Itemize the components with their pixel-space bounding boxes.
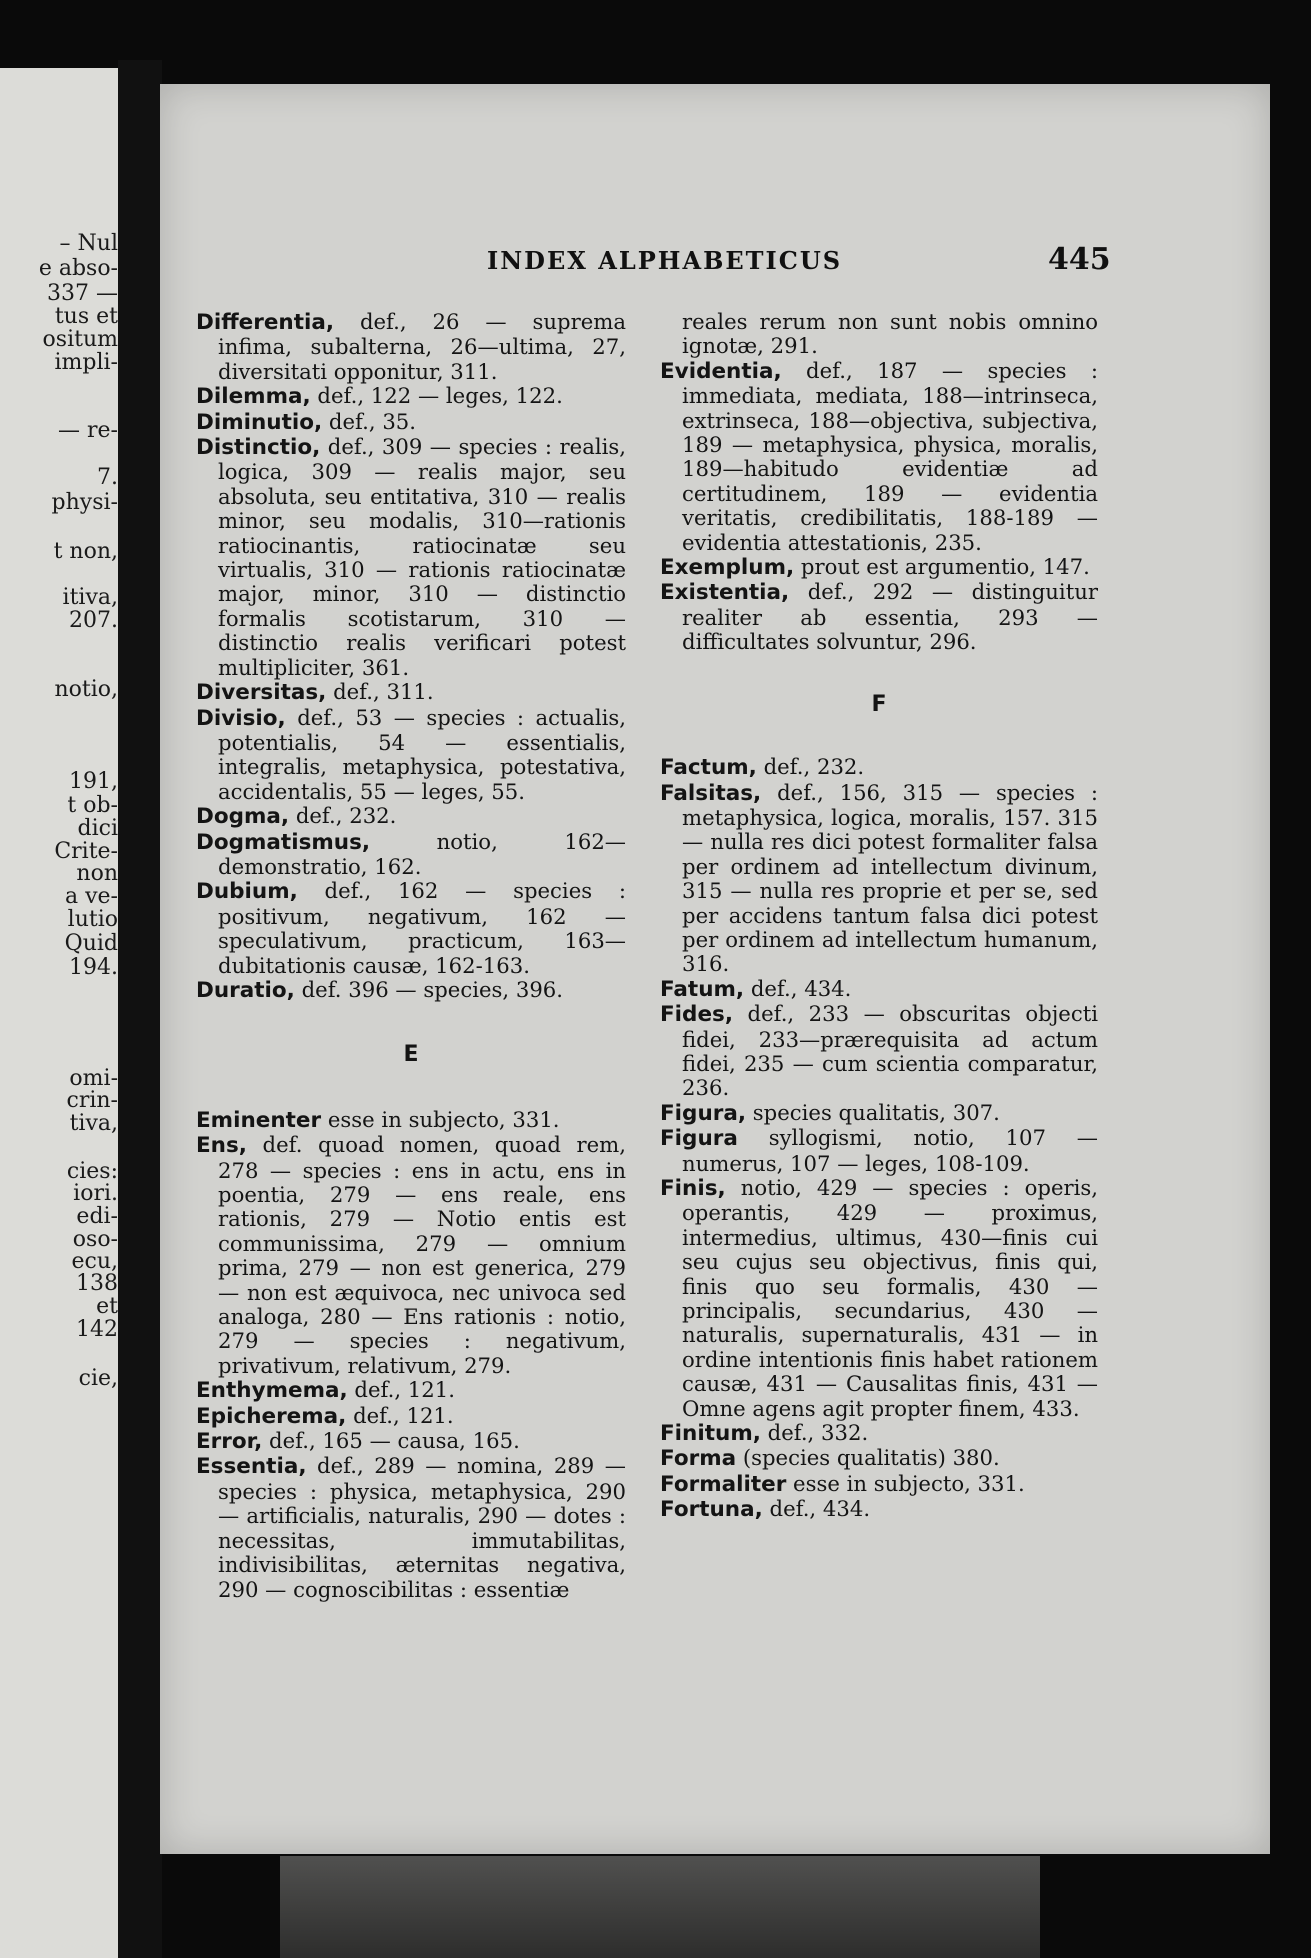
index-entry [196,1404,626,1429]
facing-page-text-fragment: cies: [66,1159,118,1184]
page-number: 445 [1048,242,1111,277]
index-entry [196,1108,626,1133]
index-headword: Fortuna, [660,1497,763,1523]
index-references: def., 292 — distinguitur realiter ab essentia, 293 — difficultates solvuntur, 296. [682,579,1098,655]
index-headword: Diversitas, [196,680,327,706]
index-entry [660,1421,1098,1446]
index-headword: Divisio, [196,705,286,731]
index-headword: Essentia, [196,1454,307,1480]
index-references: species qualitatis, 307. [746,1099,1000,1125]
index-entry [660,977,1098,1002]
index-headword: Dogmatismus, [196,829,371,855]
index-headword: Formaliter [660,1471,787,1497]
index-headword: Exemplum, [660,555,795,581]
index-headword: Dilemma, [196,384,311,410]
facing-page-text-fragment: 207. [69,608,118,633]
index-headword: Differentia, [196,310,335,335]
facing-page-text-fragment: 194. [69,955,118,980]
index-references: def., 332. [760,1420,869,1446]
index-references: notio, 429 — species : operis, operantis, 429 — proximus, intermedius, ultimus, 430—finis cui seu cujus seu objectivus, finis qui, finis quo seu formalis, 430 — principalis, secundarius, 430 — naturalis, supernaturalis, 431 — in ordine intentionis finis habet rationem causæ, 431 — Causalitas finis, 431 — Omne agens agit propter finem, 433. [682,1175,1098,1421]
index-references: def., 26 — suprema infima, subalterna, 26—ultima, 27, diversitati opponitur, 311. [218,309,626,384]
index-headword: Enthymema, [196,1378,348,1404]
facing-page-text-fragment: edi- [76,1204,118,1229]
index-references: def., 434. [744,975,852,1001]
running-title: INDEX ALPHABETICUS [487,246,843,275]
index-headword: Dogma, [196,804,290,830]
index-references: def., 121. [347,1377,455,1403]
facing-page-text-fragment: physi- [51,490,118,515]
index-references: syllogismi, notio, 107 — numerus, 107 — leges, 108-109. [682,1125,1098,1176]
index-headword: Fatum, [660,976,745,1002]
index-entry [660,580,1098,654]
index-references: notio, 162—demonstratio, 162. [218,828,626,879]
index-entry [196,435,626,680]
index-entry [660,1176,1098,1421]
index-entry [196,978,626,1003]
facing-page-text-fragment: lutio [67,907,118,932]
index-headword: Forma [660,1446,737,1472]
index-entry [196,804,626,829]
index-references: prout est argumentio, 147. [794,554,1090,580]
index-headword: Epicherema, [196,1403,347,1429]
facing-page-text-fragment: — re- [58,418,118,443]
index-references: def., 311. [326,679,434,705]
facing-page-text-fragment: t non, [53,539,118,564]
index-headword: Error, [196,1429,263,1455]
index-references: def., 232. [289,803,397,829]
facing-page-text-fragment: ositum [42,327,118,352]
index-entry [660,310,1098,359]
index-references: def. quoad nomen, quoad rem, 278 — species : ens in actu, ens in poentia, 279 — ens reale, ens rationis, 279 — Notio entis est communissima, 279 — omnium prima, 279 — non est generica, 279 — non est æquivoca, nec univoca sed analoga, 280 — Ens rationis : notio, 279 — species : negativum, privativum, relativum, 279. [218,1132,626,1378]
facing-page-text-fragment: ecu, [71,1249,118,1274]
facing-page-text-fragment: dici [77,816,118,841]
facing-page-text-fragment: a ve- [65,884,118,909]
facing-page-text-fragment: notio, [54,677,118,702]
facing-page-text-fragment: iori. [73,1181,118,1206]
index-references: def., 121. [346,1402,454,1428]
index-headword: Duratio, [196,977,295,1003]
index-references: def., 309 — species : realis, logica, 309 — realis major, seu absoluta, seu entitativa, 310 — realis minor, seu modalis, 310—rationis ratiocinantis, ratiocinatæ seu virtualis, 310 — rationis ratiocinatæ major, minor, 310 — distinctio formalis scotistarum, 310 — distinctio realis verificari potest multipliciter, 361. [218,434,626,680]
index-entry [660,755,1098,780]
facing-page-text-fragment: non [76,861,118,886]
index-entry [196,1454,626,1601]
index-headword: Figura, [660,1100,747,1126]
facing-page-edge [0,68,118,1958]
section-letter: E [403,1042,419,1068]
index-references: def., 122 — leges, 122. [310,383,563,409]
index-references: def., 53 — species : actualis, potentialis, 54 — essentialis, integralis, metaphysica, potestativa, accidentalis, 55 — leges, 55. [218,704,626,804]
facing-page-text-fragment: 7. [97,465,118,490]
facing-page-text-fragment: 191, [69,769,118,794]
index-headword: Fides, [660,1002,733,1028]
facing-page-text-fragment: itiva, [62,585,118,610]
index-references: def., 233 — obscuritas objecti fidei, 233—prærequisita ad actum fidei, 235 — cum scientia comparatur, 236. [682,1001,1098,1101]
facing-page-text-fragment: tiva, [69,1111,118,1136]
index-column-left [196,310,626,1602]
index-references: def., 187 — species : immediata, mediata, 188—intrinseca, extrinseca, 188—objectiva, subjectiva, 189 — metaphysica, physica, moralis, 189—habitudo evidentiæ ad certitudinem, 189 — evidentia veritatis, credibilitatis, 188-189 — evidentia attestationis, 235. [682,357,1098,555]
index-headword: Falsitas, [660,780,762,806]
facing-page-text-fragment: t ob- [67,793,118,818]
index-entry [660,1497,1098,1522]
index-references: def., 156, 315 — species : metaphysica, logica, moralis, 157. 315 — nulla res dici potest formaliter falsa per ordinem ad intellectum divinum, 315 — nulla res proprie et per se, sed per accidens tantum falsa dici potest per ordinem ad intellectum humanum, 316. [682,779,1098,977]
index-headword: Evidentia, [660,358,782,384]
index-entry [660,555,1098,580]
index-headword: Dubium, [196,879,298,905]
index-references: (species qualitatis) 380. [736,1445,1000,1471]
index-headword: Figura [660,1126,738,1152]
facing-page-text-fragment: Quid [64,931,118,956]
index-headword: Factum, [660,755,757,781]
facing-page-text-fragment: 138 [76,1271,118,1296]
index-entry [196,830,626,880]
index-headword: Finitum, [660,1421,761,1447]
facing-page-text-fragment: impli- [54,350,118,375]
facing-page-text-fragment: 142 [76,1317,118,1342]
index-references: def., 232. [756,754,865,780]
index-references: esse in subjecto, 331. [786,1470,1025,1496]
index-entry [660,1002,1098,1101]
index-entry [660,359,1098,555]
facing-page-text-fragment: crin- [66,1088,118,1113]
facing-page-text-fragment: – Nul [59,231,118,256]
index-references: esse in subjecto, 331. [321,1106,560,1132]
facing-page-text-fragment: 337 — [47,281,118,306]
section-letter: F [871,691,887,717]
index-references: def., 165 — causa, 165. [262,1428,520,1454]
index-entry [196,879,626,978]
book-gutter [118,60,162,1958]
index-entry [196,384,626,409]
facing-page-text-fragment: e abso- [38,256,118,281]
index-headword: Existentia, [660,580,790,606]
index-entry [660,1472,1098,1497]
facing-page-text-fragment: et [96,1294,118,1319]
index-entry [660,1126,1098,1176]
index-entry [196,1133,626,1378]
index-entry [196,706,626,805]
index-entry [196,680,626,705]
facing-page-text-fragment: Crite- [54,839,118,864]
index-entry [660,1446,1098,1471]
index-headword: Distinctio, [196,435,321,461]
index-references: def., 289 — nomina, 289 — species : physica, metaphysica, 290 — artificialis, naturalis, 290 — dotes : necessitas, immutabilitas, indivisibilitas, æternitas negativa, 290 — cognoscibilitas : essentiæ [218,1453,626,1602]
index-references: def. 396 — species, 396. [294,976,564,1002]
index-entry [196,1429,626,1454]
index-headword: Eminenter [196,1107,322,1133]
index-entry [196,1378,626,1403]
index-entry [196,310,626,384]
index-headword: Diminutio, [196,409,323,435]
index-column-right [660,310,1098,1523]
facing-page-text-fragment: tus et [54,304,118,329]
index-references: reales rerum non sunt nobis omnino ignotæ, 291. [682,309,1098,359]
facing-page-text-fragment: oso- [72,1227,118,1252]
scan-bottom-shadow [280,1856,1040,1958]
index-headword: Ens, [196,1133,247,1159]
index-entry [660,1101,1098,1126]
index-headword: Finis, [660,1176,726,1201]
index-references: def., 434. [762,1496,871,1522]
facing-page-text-fragment: cie, [78,1366,118,1391]
index-entry [660,781,1098,977]
index-references: def., 35. [322,408,417,434]
index-references: def., 162 — species : positivum, negativum, 162 — speculativum, practicum, 163—dubitationis causæ, 162-163. [218,878,626,978]
index-entry [196,410,626,435]
facing-page-text-fragment: omi- [69,1066,118,1091]
